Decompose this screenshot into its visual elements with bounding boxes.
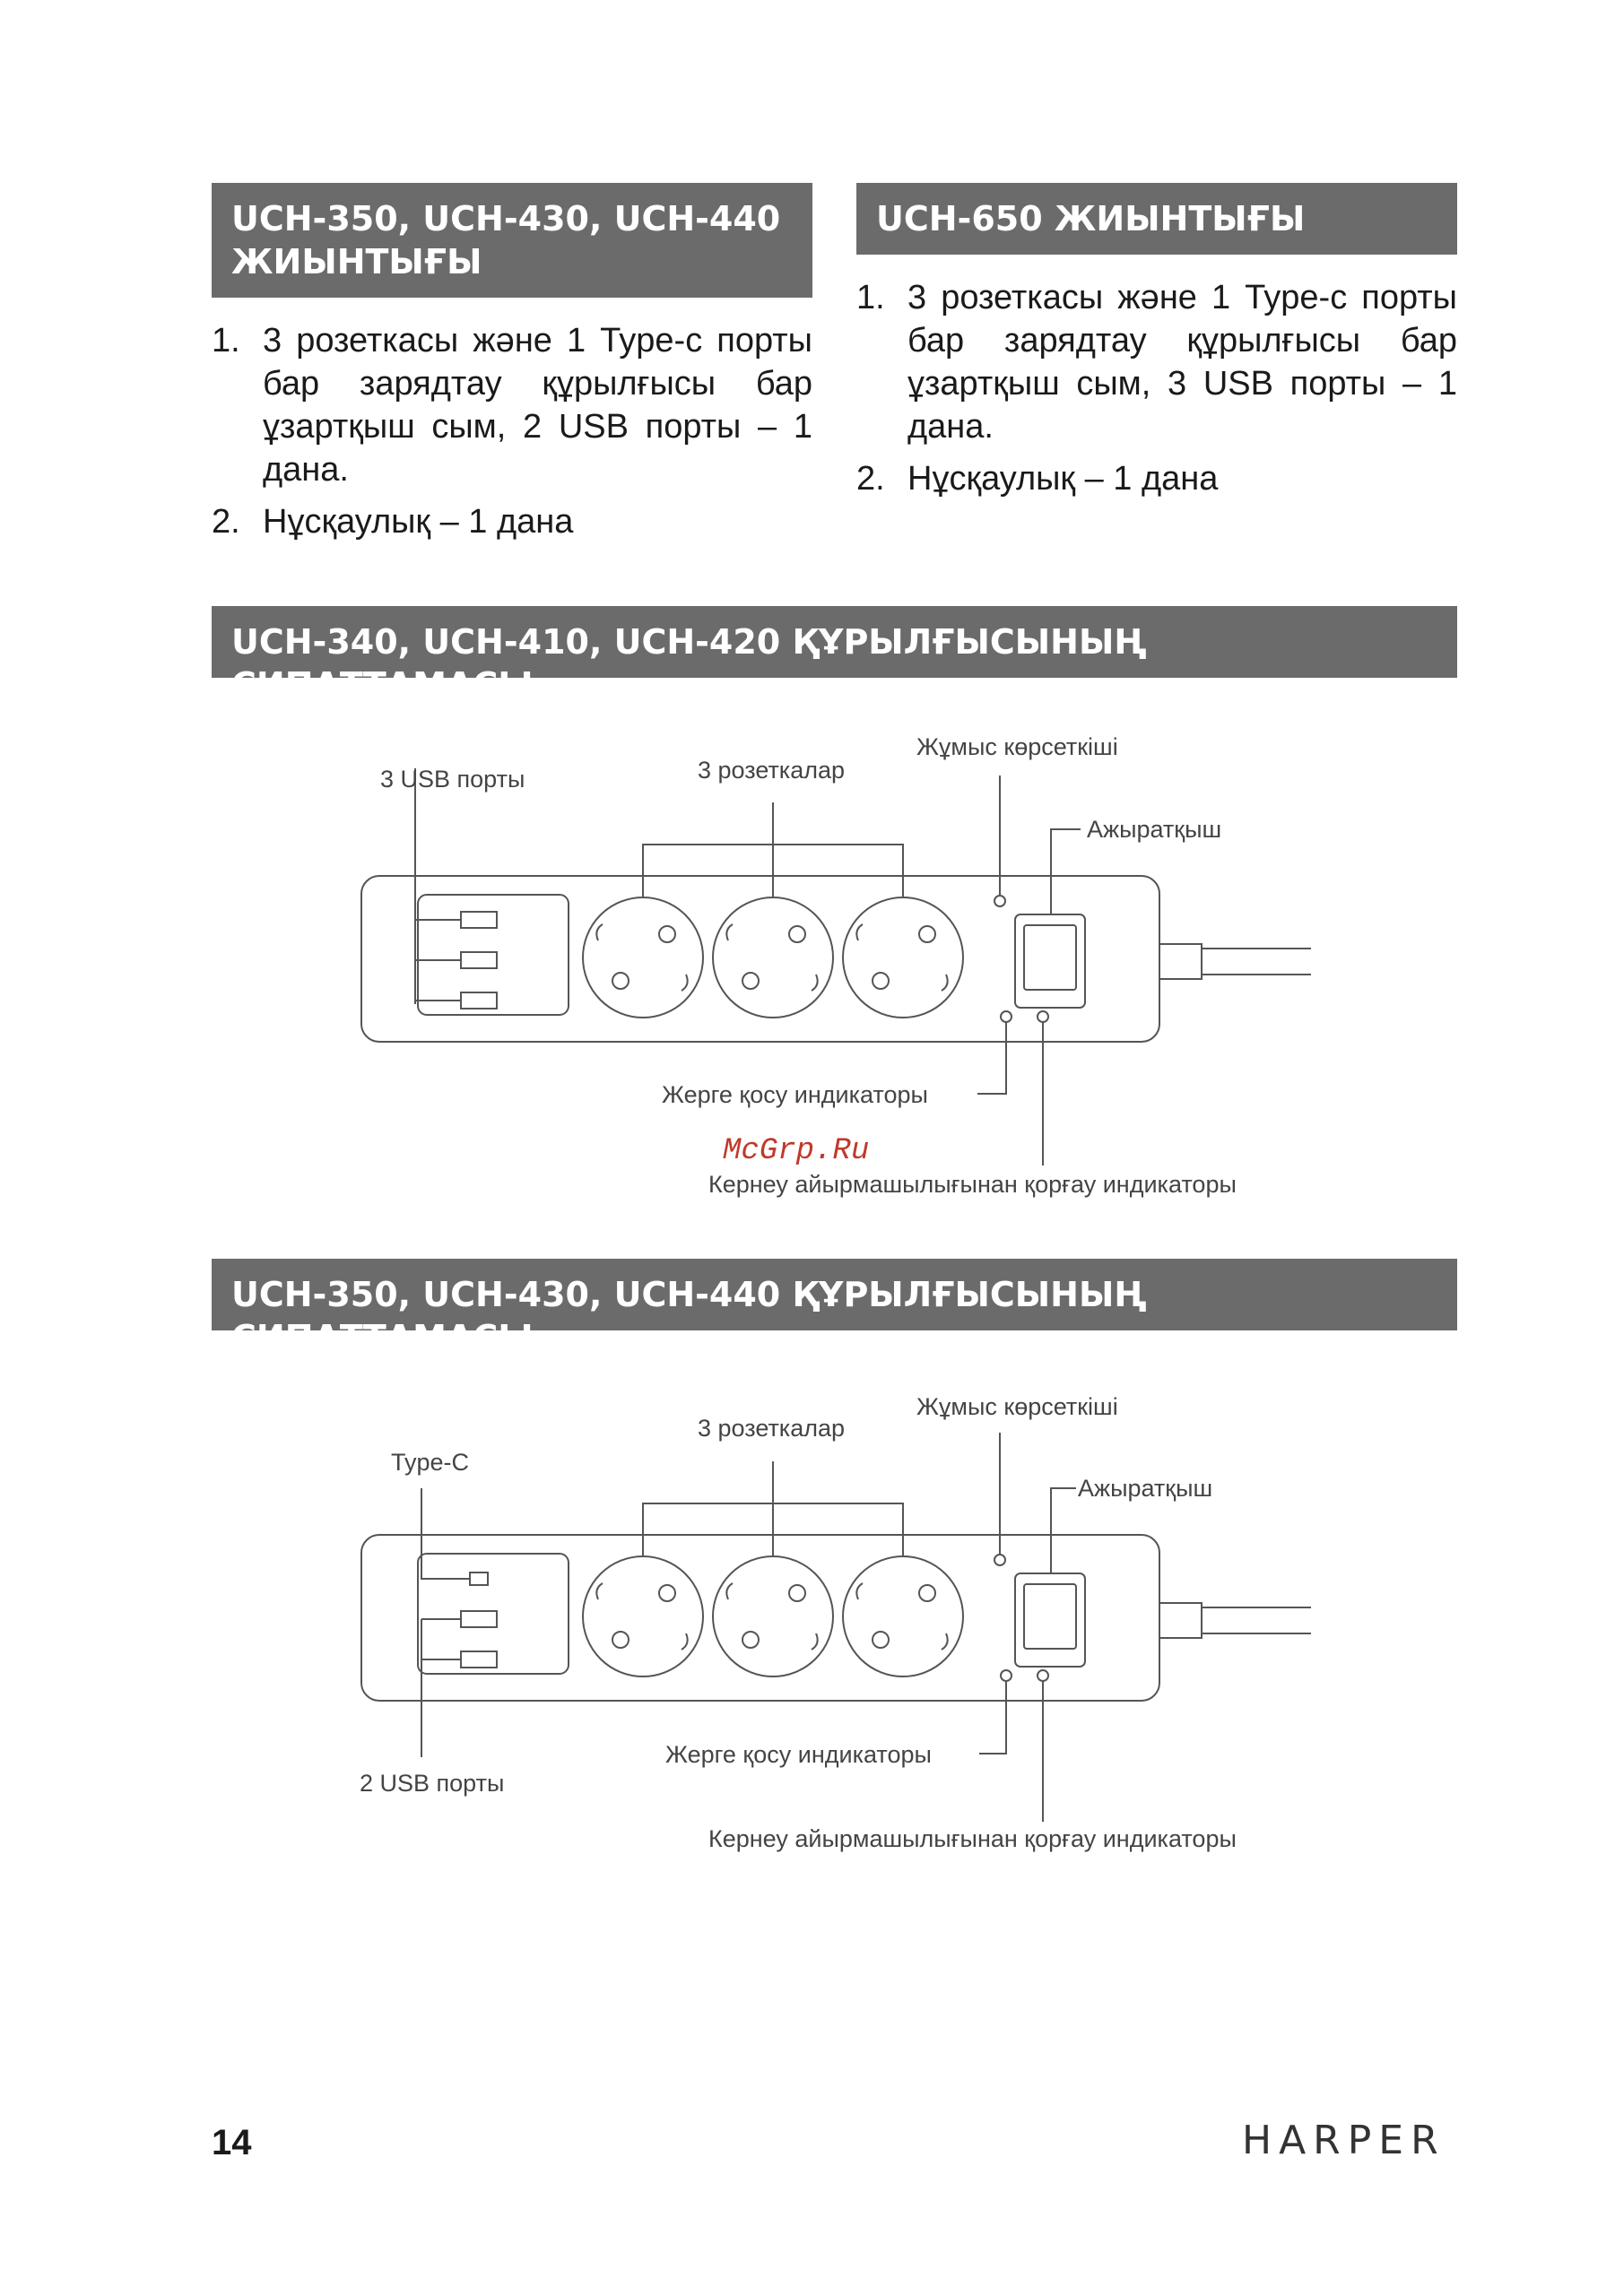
label-sockets: 3 розеткалар	[698, 757, 846, 784]
switch-rocker	[1024, 1584, 1076, 1649]
section2-title: UCH-350, UCH-430, UCH-440 ҚҰРЫЛҒЫСЫНЫҢ СИПАТТАМАСЫ	[231, 1275, 1147, 1357]
list-item-number: 2.	[856, 460, 885, 498]
kit-350-list	[212, 319, 812, 552]
socket-2	[713, 1556, 833, 1677]
list-item-number: 2.	[212, 503, 240, 541]
kit-650-title: UCH-650 ЖИЫНТЫҒЫ	[876, 199, 1306, 238]
label-typec: Type-C	[391, 1449, 470, 1476]
section1-header	[212, 606, 1457, 705]
usb-block	[418, 895, 569, 1015]
usb-port	[461, 912, 497, 928]
usb-port	[461, 1611, 497, 1627]
label-usb-ports: 2 USB порты	[360, 1770, 505, 1797]
kit-650-list	[856, 276, 1457, 509]
list-item	[856, 276, 1457, 448]
brand-logo: HARPER	[1242, 2118, 1446, 2163]
kit-650-header	[856, 183, 1457, 255]
leader-line	[421, 1619, 461, 1757]
cable-plug	[1159, 1603, 1202, 1638]
label-surge-indicator: Кернеу айырмашылығынан қорғау индикаторы	[708, 1825, 1237, 1852]
leader-line	[1051, 829, 1081, 914]
leader-line	[643, 845, 903, 897]
leader-line	[1051, 1488, 1076, 1573]
list-item-text: 3 розеткасы және 1 Type-c порты бар зарядтау құрылғысы бар ұзартқыш сым, 3 USB порты – 1 дана.	[907, 279, 1457, 446]
leader-line	[643, 1503, 903, 1556]
surge-indicator	[1038, 1011, 1048, 1022]
ground-indicator	[1001, 1670, 1012, 1681]
usb-port	[461, 992, 497, 1009]
label-work-indicator: Жұмыс көрсеткіші	[916, 733, 1118, 760]
switch-outer	[1015, 914, 1085, 1008]
label-usb-ports: 3 USB порты	[380, 766, 525, 793]
socket-1	[583, 1556, 703, 1677]
list-item-text: Нұсқаулық – 1 дана	[263, 503, 574, 541]
socket-3	[843, 1556, 963, 1677]
list-item	[212, 500, 812, 543]
usb-port	[461, 1651, 497, 1668]
label-work-indicator: Жұмыс көрсеткіші	[916, 1393, 1118, 1420]
list-item-number: 1.	[856, 279, 885, 316]
socket-2	[713, 897, 833, 1018]
work-indicator	[994, 1555, 1005, 1565]
kit-350-title-line2: ЖИЫНТЫҒЫ	[231, 242, 482, 282]
list-item	[212, 319, 812, 491]
switch-outer	[1015, 1573, 1085, 1667]
kit-350-title-line1: UCH-350, UCH-430, UCH-440	[231, 199, 781, 238]
switch-rocker	[1024, 925, 1076, 990]
label-ground-indicator: Жерге қосу индикаторы	[665, 1741, 932, 1768]
usb-port	[461, 952, 497, 968]
leader-line	[415, 920, 461, 1001]
list-item-text: 3 розеткасы және 1 Type-c порты бар зарядтау құрылғысы бар ұзартқыш сым, 2 USB порты – 1 дана.	[263, 322, 812, 489]
leader-line	[977, 1022, 1006, 1094]
diagram-2	[0, 1372, 1615, 1874]
label-switch: Ажыратқыш	[1078, 1475, 1213, 1502]
leader-line	[421, 1488, 470, 1579]
kit-350-header	[212, 183, 812, 298]
page-number: 14	[212, 2123, 252, 2162]
socket-3	[843, 897, 963, 1018]
label-ground-indicator: Жерге қосу индикаторы	[662, 1081, 928, 1108]
list-item-number: 1.	[212, 322, 240, 360]
socket-1	[583, 897, 703, 1018]
leader-line	[979, 1681, 1006, 1754]
label-sockets: 3 розеткалар	[698, 1415, 846, 1442]
ground-indicator	[1001, 1011, 1012, 1022]
section1-title: UCH-340, UCH-410, UCH-420 ҚҰРЫЛҒЫСЫНЫҢ СИПАТТАМАСЫ	[231, 622, 1147, 705]
surge-indicator	[1038, 1670, 1048, 1681]
cable-plug	[1159, 944, 1202, 979]
label-switch: Ажыратқыш	[1087, 816, 1222, 843]
work-indicator	[994, 896, 1005, 906]
section2-header	[212, 1259, 1457, 1357]
label-surge-indicator: Кернеу айырмашылығынан қорғау индикаторы	[708, 1171, 1237, 1198]
watermark: McGrp.Ru	[723, 1134, 870, 1168]
list-item	[856, 457, 1457, 500]
typec-port	[470, 1573, 488, 1585]
list-item-text: Нұсқаулық – 1 дана	[907, 460, 1219, 498]
diagram-1	[0, 708, 1615, 1228]
usb-block	[418, 1554, 569, 1674]
